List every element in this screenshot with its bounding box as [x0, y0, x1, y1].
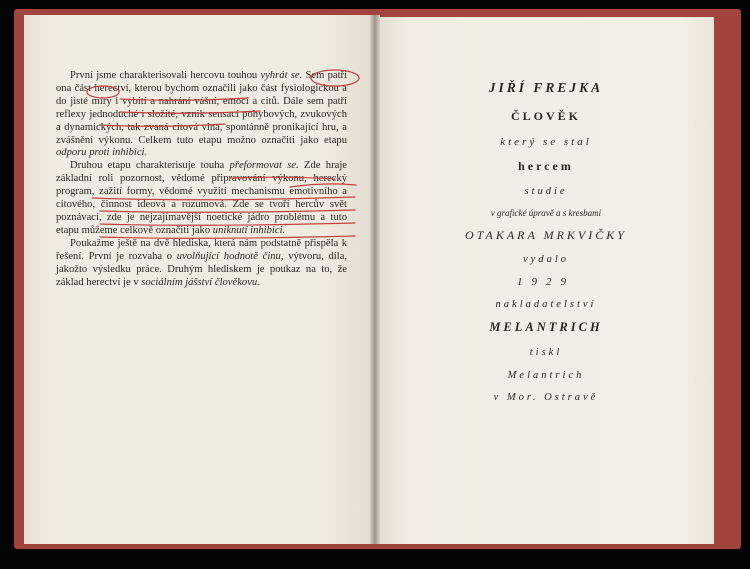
publication-year: 1929	[517, 276, 575, 288]
book-title: ČLOVĚK	[510, 109, 581, 123]
paragraph-2-emphasis-b: uniknutí inhibici.	[212, 224, 286, 236]
left-page-text	[56, 70, 347, 289]
paragraph-3-text-a: Poukažme ještě na dvě hlediska, která nám podstatně přispěla k řešení. První je rozvaha o	[56, 237, 347, 262]
title-page	[376, 80, 716, 403]
publisher-name: MELANTRICH	[489, 320, 603, 334]
paragraph-2-text-a: Druhou etapu charakterisuje touha	[70, 160, 230, 172]
paragraph-3-emphasis-b: sociálním jášství člověkovu.	[141, 276, 260, 288]
print-place: v Mor. Ostravě	[493, 392, 599, 403]
printer-name: Melantrich	[507, 370, 585, 381]
design-note: v grafické úpravě a s kresbami	[490, 208, 602, 218]
author-name: JIŘÍ FREJKA	[488, 80, 604, 95]
paragraph-1-text-b: Sem patří ona část herectví, kterou bychom označili jako část fysiologickou a do jisté míry i vybití a nahrání vášní, emocí a citů. Dále sem patří reflexy jednoduché i složité, vznik sensací pohybových, zvukových a dynamických, tak zvaná citová vlna, spontánně pronikající hru, a zvášnění výkonu. Celkem tuto etapu možno označiti jako etapu	[56, 70, 348, 146]
paragraph-1-emphasis-b: odporu proti inhibici.	[56, 147, 148, 159]
printed-label: tiskl	[529, 347, 563, 358]
paragraph-2-text-b: Zde hraje základní roli pozornost, vědomé připravování výkonu, herecký program, zažití formy, vědomé využití mechanismu emotivního a citového, činnost ideová a rozumová. Zde se tvoří hercův svět poznávací, zde je nejzajímavější noetické jádro problému a tuto etapu můžeme celkově označiti jako	[56, 160, 347, 236]
paragraph-2	[56, 160, 347, 237]
genre-label: studie	[524, 186, 568, 197]
illustrator-name: OTAKARA MRKVIČKY	[465, 228, 627, 242]
paragraph-3-emphasis-a: uvolňující hodnotě činu,	[176, 250, 284, 262]
paragraph-1-text-a: První jsme charakterisovali hercovu touhou	[70, 70, 261, 81]
subtitle-line-1: který se stal	[500, 136, 592, 148]
subtitle-line-2: hercem	[518, 159, 574, 173]
paragraph-1-emphasis-a: vyhrát se.	[260, 70, 303, 81]
paragraph-3-text-b: výtvoru, díla, jakožto výsledku práce. Druhým hlediskem je poukaz na to, že základ herectví je v	[56, 250, 348, 288]
publisher-label: nakladatelství	[495, 299, 597, 310]
paragraph-1	[56, 70, 347, 160]
published-label: vydalo	[523, 254, 569, 265]
paragraph-3	[56, 238, 347, 290]
paragraph-2-emphasis-a: přeformovat se.	[229, 160, 299, 172]
